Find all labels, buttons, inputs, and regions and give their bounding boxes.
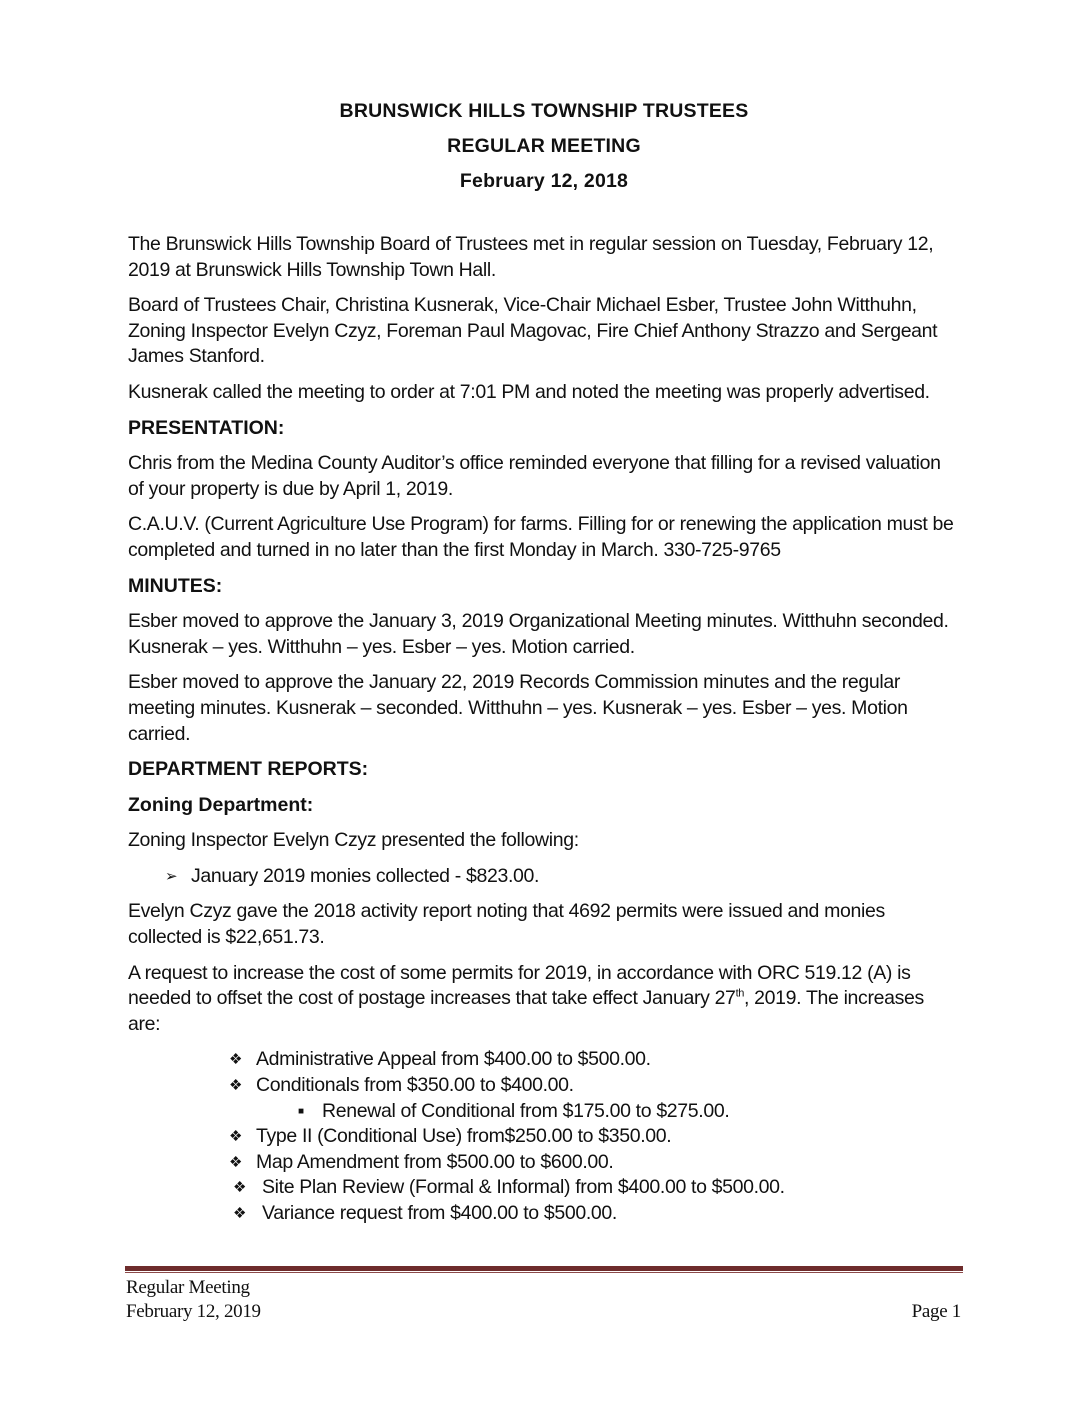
attendees-paragraph: Board of Trustees Chair, Christina Kusnerak, Vice-Chair Michael Esber, Trustee John Witthuhn, Zoning Inspector Evelyn Czyz, Foreman Paul Magovac, Fire Chief Anthony Strazzo and Sergeant James Stanford. (128, 294, 938, 368)
footer-meeting-info (126, 1276, 261, 1324)
footer-meeting-type: Regular Meeting (126, 1277, 250, 1298)
list-item-text: Type II (Conditional Use) from$250.00 to $350.00. (256, 1125, 672, 1148)
zoning-intro-paragraph: Zoning Inspector Evelyn Czyz presented the following: (128, 829, 579, 852)
department-reports-heading: DEPARTMENT REPORTS: (128, 758, 369, 781)
meeting-type-title: REGULAR MEETING (447, 135, 641, 157)
bullet-text: January 2019 monies collected - $823.00. (191, 864, 540, 887)
document-header (0, 96, 1088, 201)
footer-divider-thin (125, 1272, 963, 1273)
list-item (128, 1124, 958, 1150)
list-item (128, 1201, 958, 1227)
square-bullet-icon: ■ (298, 1105, 304, 1117)
list-item (128, 1175, 958, 1201)
document-body (128, 232, 958, 1227)
minutes-heading: MINUTES: (128, 574, 223, 597)
list-item-text: Variance request from $400.00 to $500.00. (262, 1202, 617, 1224)
meeting-date-title: February 12, 2018 (459, 170, 629, 192)
presentation-paragraph: Chris from the Medina County Auditor’s office reminded everyone that filling for a revised valuation of your property is due by April 1, 2019. (128, 452, 941, 500)
diamond-bullet-icon: ❖ (229, 1128, 243, 1146)
footer-meeting-date: February 12, 2019 (126, 1301, 261, 1322)
organization-title: BRUNSWICK HILLS TOWNSHIP TRUSTEES (339, 100, 749, 122)
list-item-text: Conditionals from $350.00 to $400.00. (256, 1074, 574, 1097)
presentation-heading: PRESENTATION: (128, 416, 285, 439)
diamond-bullet-icon: ❖ (229, 1051, 243, 1069)
activity-report-paragraph: Evelyn Czyz gave the 2018 activity report noting that 4692 permits were issued and monies collected is $22,651.73. (128, 900, 885, 949)
ordinal-suffix: th (735, 987, 745, 1000)
list-item-text: Renewal of Conditional from $175.00 to $275.00. (322, 1099, 730, 1122)
request-text-end: , 2019. The increases are: (128, 987, 924, 1035)
list-item (128, 1150, 958, 1176)
list-item-text: Site Plan Review (Formal & Informal) from $400.00 to $500.00. (262, 1176, 785, 1199)
footer-divider (125, 1266, 963, 1271)
diamond-bullet-icon: ❖ (229, 1153, 243, 1171)
list-item-text: Administrative Appeal from $400.00 to $500.00. (256, 1048, 651, 1071)
presentation-paragraph: C.A.U.V. (Current Agriculture Use Program) for farms. Filling for or renewing the application must be completed and turned in no later than the first Monday in March. 330-725-9765 (128, 513, 954, 561)
list-item (128, 1073, 958, 1099)
diamond-bullet-icon: ❖ (233, 1205, 247, 1222)
monies-collected-bullet (128, 864, 958, 890)
diamond-bullet-icon: ❖ (233, 1179, 247, 1197)
minutes-paragraph: Esber moved to approve the January 3, 2019 Organizational Meeting minutes. Witthuhn seconded. Kusnerak – yes. Witthuhn – yes. Esber – yes. Motion carried. (128, 610, 949, 658)
diamond-bullet-icon: ❖ (229, 1077, 243, 1095)
zoning-department-heading: Zoning Department: (128, 793, 314, 816)
session-paragraph: The Brunswick Hills Township Board of Trustees met in regular session on Tuesday, February 12, 2019 at Brunswick Hills Township Town Hall. (128, 233, 934, 281)
call-to-order-paragraph: Kusnerak called the meeting to order at 7:01 PM and noted the meeting was properly advertised. (128, 380, 930, 403)
permit-increase-list (128, 1047, 958, 1226)
request-text: A request to increase the cost of some permits for 2019, in accordance with ORC 519.12 (A) is needed to offset the cost of postage increases that take effect January 27 (128, 961, 911, 1010)
list-item-text: Map Amendment from $500.00 to $600.00. (256, 1150, 614, 1173)
list-item (128, 1047, 958, 1073)
permit-increase-request-paragraph (128, 961, 958, 1038)
page-number: Page 1 (911, 1301, 961, 1322)
arrow-bullet-icon: ➢ (165, 867, 178, 885)
minutes-paragraph: Esber moved to approve the January 22, 2019 Records Commission minutes and the regular meeting minutes. Kusnerak – seconded. Witthuhn – yes. Kusnerak – yes. Esber – yes. Motion carried. (128, 671, 908, 745)
list-item (128, 1099, 958, 1125)
